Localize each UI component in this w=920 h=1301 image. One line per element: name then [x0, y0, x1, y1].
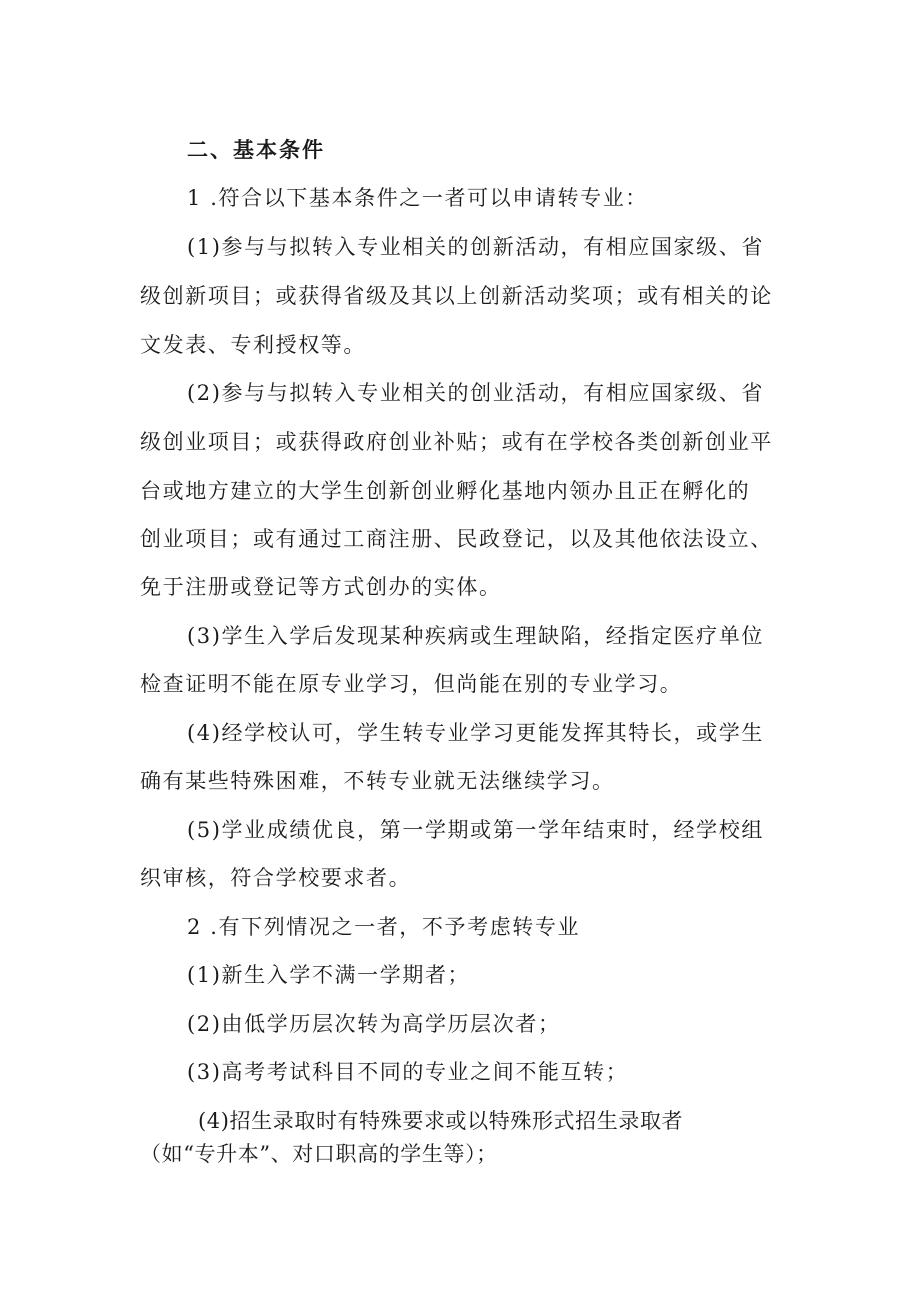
item1-sub3-line2: 检查证明不能在原专业学习，但尚能在别的专业学习。 — [140, 672, 683, 696]
item1-sub2-line4: 创业项目；或有通过工商注册、民政登记，以及其他依法设立、 — [140, 527, 773, 551]
item2-sub4-line1: (4)招生录取时有特殊要求或以特殊形式招生录取者 — [198, 1109, 684, 1133]
item1-sub2-line3: 台或地方建立的大学生创新创业孵化基地内领办且正在孵化的 — [140, 479, 751, 503]
item1-sub3-line1: (3)学生入学后发现某种疾病或生理缺陷，经指定医疗单位 — [187, 624, 764, 648]
item1-sub1-line3: 文发表、专利授权等。 — [140, 333, 366, 357]
item1-sub1-line1: (1)参与与拟转入专业相关的创新活动，有相应国家级、省 — [187, 235, 764, 259]
item1-sub2-line2: 级创业项目；或获得政府创业补贴；或有在学校各类创新创业平 — [140, 430, 773, 454]
item2-intro: 2 .有下列情况之一者，不予考虑转专业 — [187, 915, 581, 939]
item2-sub1: (1)新生入学不满一学期者； — [187, 963, 471, 987]
item1-sub4-line1: (4)经学校认可，学生转专业学习更能发挥其特长，或学生 — [187, 721, 764, 745]
section-heading: 二、基本条件 — [187, 137, 325, 162]
item1-intro: 1 .符合以下基本条件之一者可以申请转专业： — [187, 186, 648, 210]
item2-sub4-line2: （如“专升本”、对口职高的学生等）； — [140, 1142, 498, 1166]
item2-sub2: (2)由低学历层次转为高学历层次者； — [187, 1012, 561, 1036]
item2-sub3: (3)高考考试科目不同的专业之间不能互转； — [187, 1060, 629, 1084]
item1-sub2-line5: 免于注册或登记等方式创办的实体。 — [140, 575, 502, 599]
item1-sub1-line2: 级创新项目；或获得省级及其以上创新活动奖项；或有相关的论 — [140, 284, 773, 308]
item1-sub4-line2: 确有某些特殊困难，不转专业就无法继续学习。 — [140, 769, 615, 793]
item1-sub5-line1: (5)学业成绩优良，第一学期或第一学年结束时，经学校组 — [187, 818, 764, 842]
item1-sub5-line2: 织审核，符合学校要求者。 — [140, 866, 412, 890]
item1-sub2-line1: (2)参与与拟转入专业相关的创业活动，有相应国家级、省 — [187, 381, 764, 405]
